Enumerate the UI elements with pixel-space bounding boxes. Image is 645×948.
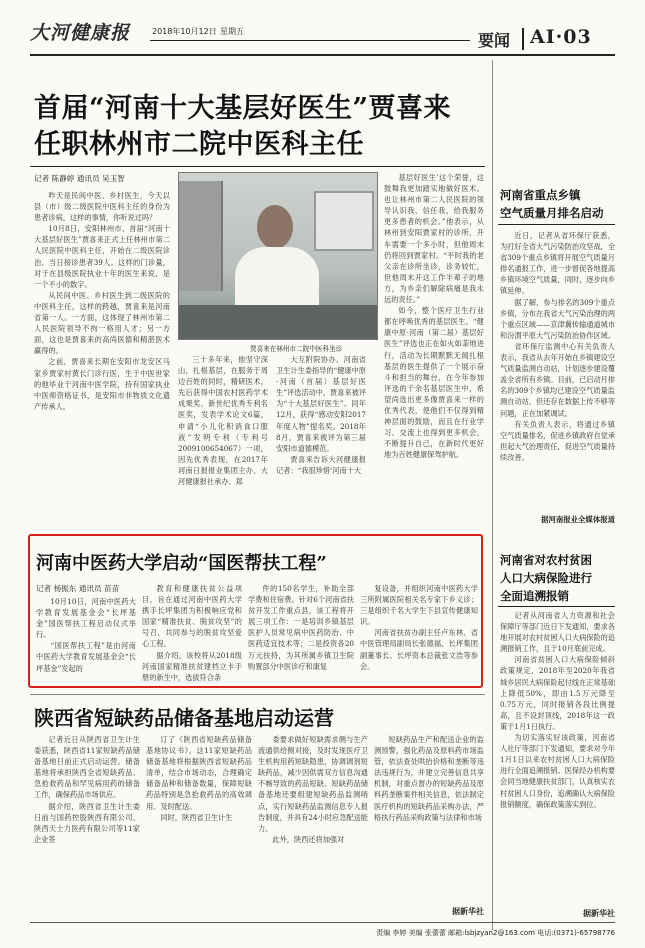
bottom-article-top-rule <box>30 694 485 695</box>
side-top-para: 近日，记者从省环保厅获悉，为打好全省大气污染防治攻坚战，全省309个重点乡镇将开展空气质量月排名通报工作，进一步督促各地提高乡镇环境空气质量，同时，逐步向乡镇延伸。 <box>500 231 615 296</box>
side-bottom-column <box>500 610 615 906</box>
main-headline-line1: 首届“河南十大基层好医生”贾喜来 <box>34 93 452 124</box>
side-top-column <box>500 230 615 510</box>
bottom-col1-para: 记者近日从陕西省卫生计生委获悉，陕西省11家短缺药品储备基地日前正式启动运营。储备基地将承担陕西全省短缺药品、急抢救药品和罕见病用药的储备工作，确保药品市场供应。 <box>34 735 140 800</box>
main-col1-para: 之前，贾喜来长期在安阳市龙安区马家乡贾家村黄长门诊行医，生于中医世家的他毕业于河南中医学院，持有国家执业中医师资格证书，是安阳市非物质文化遗产传承人。 <box>34 357 170 411</box>
side-top-source: 据河南报业全媒体报道 <box>541 515 615 524</box>
photo-head <box>257 205 293 249</box>
side-bottom-para: 河南省贫困人口大病保险倾斜政策规定，2018年至2020年我省城乡居民大病保险起付线在正常基础上降低50%，即由1.5万元降至0.75万元，同时报销各段比例提高，且不设封顶线，2018年这一政策于1月1日执行。 <box>500 655 615 731</box>
main-byline: 记者 陈静婷 通讯员 吴玉智 <box>34 174 125 183</box>
page-number: AI·03 <box>530 26 592 48</box>
bottom-column-1 <box>34 734 140 914</box>
main-column-1 <box>34 190 170 530</box>
main-column-3 <box>276 354 366 530</box>
bottom-column-2 <box>146 734 252 914</box>
side-bottom-title-line3: 全面追溯报销 <box>500 589 569 603</box>
newspaper-logo: 大河健康报 <box>30 22 131 44</box>
mid-column-2 <box>142 583 242 682</box>
side-bottom-title-rule <box>498 606 615 607</box>
side-bottom-source: 据新华社 <box>583 909 615 918</box>
main-col2-para: 三十多年来，他坚守深山，扎根基层，在服务于周边百姓的同时，精研医术，先后获得中国农村医药学术成果奖、新世纪优秀专利名医奖，发表学术论文6篇，申请“小儿化积消食口服液”发明专利（专利号2009100654067）一项，因先优秀表现，在2017年河南日报报业集团主办、大河健康报社承办、郑 <box>178 355 268 487</box>
bottom-col3-para: 委要求做好短缺需求侧与生产流通供给侧对接，及时发现医疗卫生机构用药短缺隐患，协调调剂短缺药品，减少因供需双方信息沟通不畅导致的药品短缺。短缺药品储备基地还要组建短缺药品监测哨点，实行短缺药品监测信息专人报告制度，并具有24小时应急配送能力。 <box>258 735 368 833</box>
bottom-source: 据新华社 <box>452 907 484 916</box>
mid-column-4 <box>360 583 478 682</box>
side-bottom-title-line1: 河南省对农村贫困 <box>500 553 592 567</box>
bottom-col2-para: 订了《陕西省短缺药品储备基地协议书》。这11家短缺药品储备基地将根据陕西省短缺药品清单，结合市场动态，合理确定储备品种和储备数量，保障短缺药品特别是急抢救药品的高效调用、及时配送。 <box>146 735 252 811</box>
doctor-photo <box>178 172 378 340</box>
bottom-column-4 <box>374 734 484 902</box>
bottom-col3-para: 此外，陕西还将加强对 <box>272 834 345 844</box>
side-top-para: 据了解，参与排名的309个重点乡镇，分布在我省大气污染治理的两个重点区域——京津冀传输通道城市和汾渭平原大气污染防治协作区域。 <box>500 297 615 340</box>
bottom-column-3 <box>258 734 368 914</box>
side-top-title-line1: 河南省重点乡镇 <box>500 188 581 202</box>
mid-column-1 <box>36 596 136 682</box>
masthead-rule <box>30 54 615 56</box>
main-col4-para: 基层好医生’这个荣誉，这鼓舞我更加踏实地做好医术。也让林州市第二人民医院的领导认识我、信任我，给我服务更多患者的机会。”他表示，从林州到安阳贾家村的诊所，开车需要一个多小时，但他周末仍将回到贾家村。“平时我的老父亲在诊所坐诊，诊务较忙，但他周末开这工作半辈子的地方，为乡亲们解除病痛是我永远的责任。” <box>384 173 484 305</box>
main-headline-line2: 任职林州市二院中医科主任 <box>34 129 364 160</box>
masthead <box>0 0 645 52</box>
mid-byline: 记者 杨振东 通讯员 苗苗 <box>36 584 120 593</box>
bottom-col2-para: 同时，陕西省卫生计生 <box>160 812 233 822</box>
photo-caption: 贾喜来在林州市二院中医科坐诊 <box>250 345 343 353</box>
main-headline-rule <box>30 166 485 167</box>
bottom-col4-para: 短缺药品生产和配送企业的监测预警，强化药品及原料药市场监管，依法查处哄抬价格和垄断等违法违规行为，并建立完善信息共享机制，对重点督办的短缺药品及原料药垄断案件相关信息，依法制定医疗机构的短缺药品采购办法，严格执行药品采购政策与法律和市场 <box>374 735 484 822</box>
mid-col3-para: 件的150名学生，补助全部学费和住宿费。针对6个河南省扶贫开发工作重点县，该工程将开展三项工作：一是培训乡镇基层医护人员常见病中医药防治、中医药适宜技术等；二是投资各20万元扶持，为其所属乡镇卫生院购置部分中医诊疗和康复 <box>248 584 354 671</box>
side-top-title-rule <box>498 224 615 225</box>
masthead-line-left <box>150 40 470 41</box>
side-top-para: 省环保厅监测中心有关负责人表示，我省从去年开始在乡镇建设空气质量监测自动站，计划逐步建设覆盖全省所有乡镇。目前，已启动月排名的309个乡镇均已建设空气质量监测自动站，但还存在数据上传不够等问题，正在加紧调试。 <box>500 341 615 418</box>
main-col3-para: 贾喜来告诉大河健康报记者：“我很珍惜‘河南十大 <box>276 454 366 475</box>
section-divider <box>522 28 524 50</box>
main-col1-para: 昨天是民间中医、乡村医生，今天以县（市）级二级医院中医科主任的身份为患者诊病，这样的事情，你听说过吗？ <box>34 191 170 223</box>
main-col1-para: 从民间中医、乡村医生到二级医院的中医科主任，这样的跨越，贾喜来是河南省第一人。一方面，这体现了林州市第二人民医院领导不拘一格用人才；另一方面，这也是贾喜来的高尚医德和精湛医术赢得的。 <box>34 290 170 356</box>
side-top-title-line2: 空气质量月排名启动 <box>500 206 604 220</box>
main-column-4 <box>384 172 484 530</box>
mid-col4-para: 河南省扶贫办副主任卢东林、省中医管理局副局长张德福、长坪集团副董事长、长坪资本总裁张文浩等参会。 <box>360 628 478 671</box>
section-label: 要闻 <box>478 31 511 50</box>
sidebar-divider <box>492 60 493 930</box>
side-bottom-title-line2: 人口大病保险进行 <box>500 571 592 585</box>
photo-desk <box>179 305 378 340</box>
side-bottom-para: 记者从河南省人力资源和社会保障厅等部门近日下发通知，要求各地开展对农村贫困人口大病保险的追溯报销工作，且于10月底前完成。 <box>500 611 615 654</box>
main-column-2 <box>178 354 268 530</box>
photo-window <box>314 191 374 251</box>
mid-col1-para: “国医帮扶工程”是由河南中医药大学教育发展基金会“长坪基金”发起的 <box>36 641 136 673</box>
mid-column-3 <box>248 583 354 682</box>
issue-date: 2018年10月12日 <box>152 27 217 36</box>
main-col1-para: 10月8日，安阳林州市、首届“河南十大基层好医生”贾喜来正式上任林州市第二人民医院中医科主任，开始在二级医院诊治。当日接诊患者39人。这样的门诊量，对于在县级医院执业十年的医生来说，是一个不小的数字。 <box>34 224 170 289</box>
mid-headline: 河南中医药大学启动“国医帮扶工程” <box>36 553 327 574</box>
footer-rule <box>30 922 615 923</box>
mid-col4-para: 复设备，并组织河南中医药大学三所附属医院相关名专家下乡义诊；三是组织千名大学生下县宣传健康知识。 <box>360 584 478 627</box>
side-top-para: 有关负责人表示，将通过乡镇空气质量排名，促进乡镇政府自觉承担起大气治理责任，促进空气质量持续改善。 <box>500 419 615 462</box>
issue-weekday: 星期五 <box>220 27 244 36</box>
main-col4-para: 如今，整个医疗卫生行业都在呼唤优秀的基层医生。“健康中原·河南（第二届）基层好医生”评选也正在如火如荼地进行，活动为长期默默无闻扎根基层的医生提供了一个展示奋斗和担当的舞台，在今年参加评选的千余名基层医生中，希望尚选出更多像贾喜来一样的优秀代表，使他们不仅得到精神层面的鼓励，而且在行业学习、交流上也得到更多机会，不断提升自己，在新时代更好地为百姓健康保驾护航。 <box>384 306 484 460</box>
mid-col1-para: 10月10日，河南中医药大学教育发展基金会“长坪基金”国医帮扶工程启动仪式举行。 <box>36 597 136 640</box>
bottom-col1-para: 据介绍，陕西省卫生计生委日前与国药控股陕西有限公司、陕西天士力医药有限公司等11家企业签 <box>34 801 140 844</box>
mid-col2-para: 教育和健康扶贫公益项目，旨在通过河南中医药大学携手长坪集团为积极响应党和国家“精准扶贫、脱贫攻坚”的号召，共同参与的脱贫攻坚爱心工程。 <box>142 584 242 649</box>
bottom-headline: 陕西省短缺药品储备基地启动运营 <box>34 706 334 730</box>
mid-col2-para: 据介绍，该校将从2018级河南国家精准扶贫建档立卡手册的新生中，选拔符合条 <box>142 650 242 682</box>
main-col3-para: 大互附院协办、河南省卫生计生委指导的“健康中原·河南（首届）基层好医生”评选活动中，贾喜来被评为“十大基层好医生”。同年12月，获得“感动安阳2017年度人物”提名奖。2018年8月，贾喜来被评为第三届安阳市道德模范。 <box>276 355 366 453</box>
photo-cabinet <box>179 181 223 291</box>
side-bottom-para: 为切实落实好该政策，河南省人社厅等部门下发通知，要求对今年1月1日以来农村贫困人口大病保险进行全面追溯报销。医保经办机构要会同当地健康扶贫部门，认真核实农村贫困人口身份，追溯确认大病保险报销额度，确保政策落实到位。 <box>500 733 615 809</box>
footer-credits: 责编 李婷 美编 张蕾蕾 邮箱:lsbjzyan2@163.com 电话:(0371)-65798776 <box>376 929 615 937</box>
